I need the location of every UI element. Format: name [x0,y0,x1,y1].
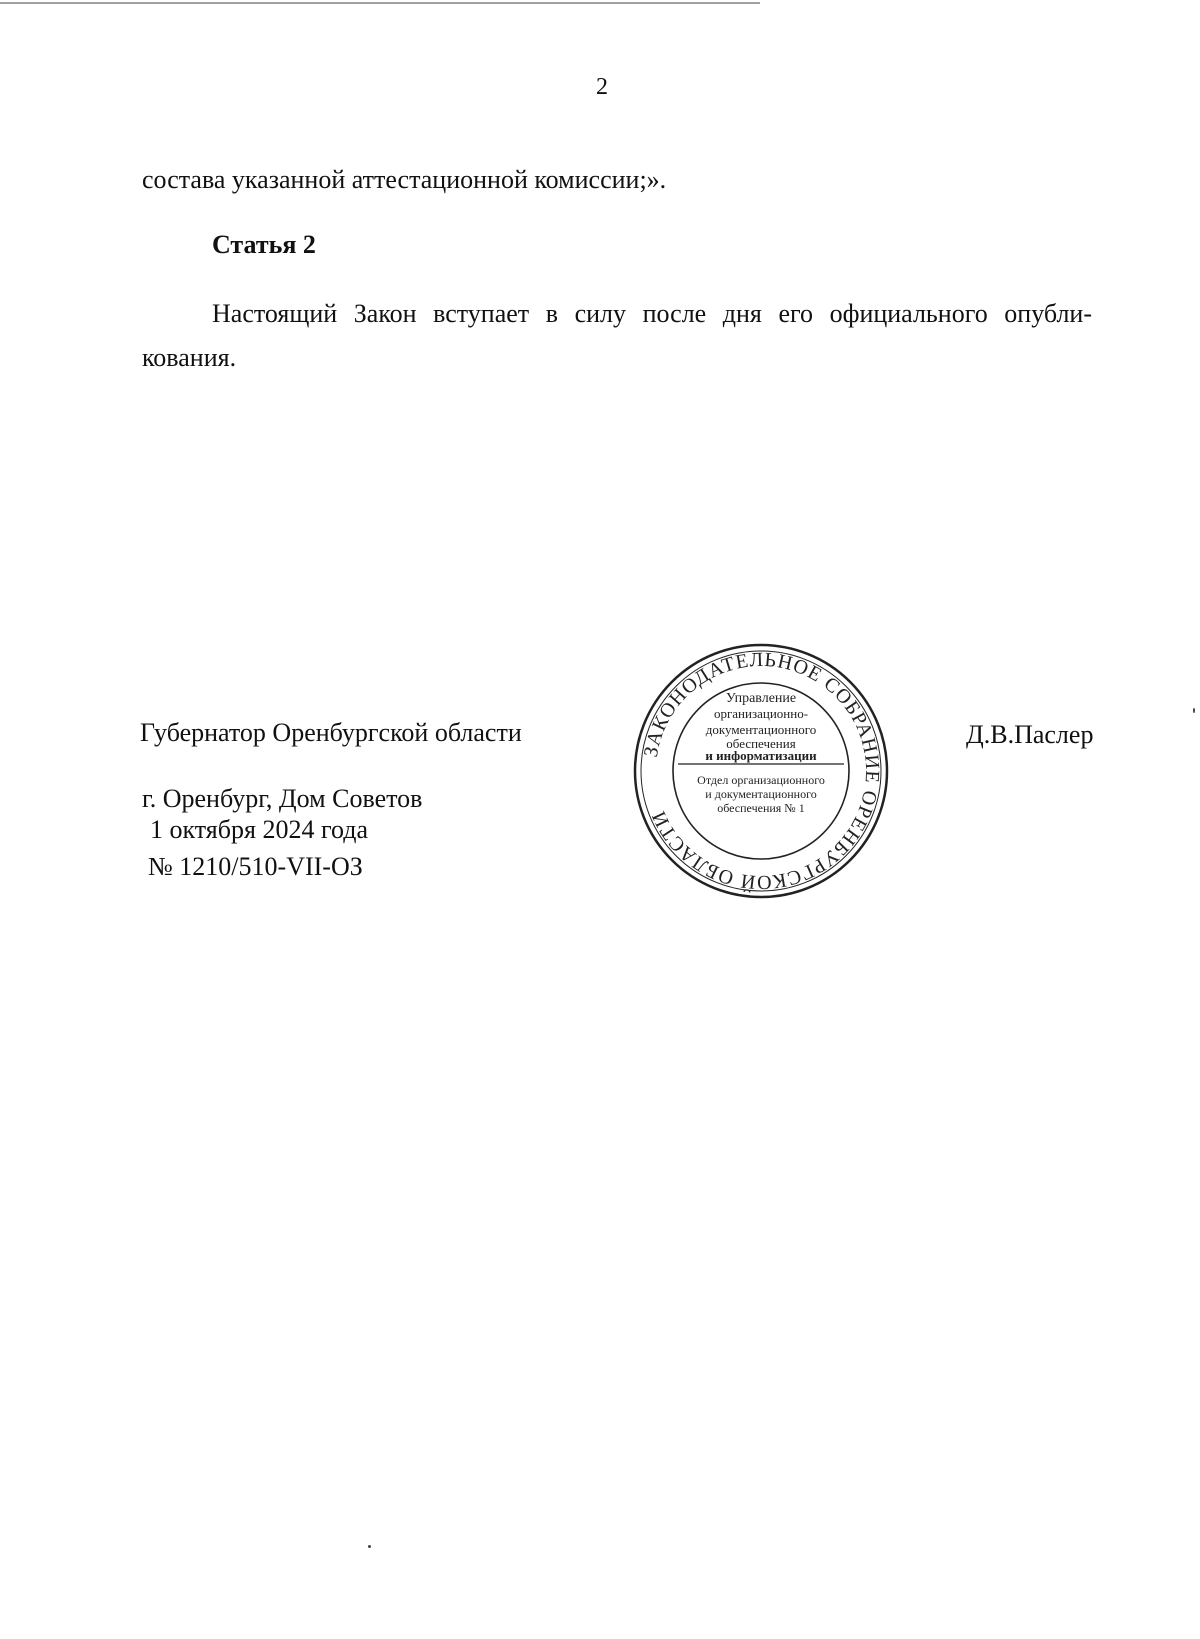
svg-text:обеспечения № 1: обеспечения № 1 [717,801,805,815]
continued-paragraph: состава указанной аттестационной комиссии;». [142,165,667,194]
svg-text:организационно-: организационно- [713,706,809,721]
svg-text:документационного: документационного [705,722,817,737]
article-heading: Статья 2 [212,230,316,259]
svg-text:ЗАКОНОДАТЕЛЬНОЕ СОБРАНИЕ ОРЕНБ: ЗАКОНОДАТЕЛЬНОЕ СОБРАНИЕ ОРЕНБУРГСКОЙ ОБЛАСТИ [639,648,884,894]
scan-speck [368,1545,371,1548]
svg-text:обеспечения: обеспечения [726,736,796,751]
scan-speck [1193,708,1195,713]
svg-text:и информатизации: и информатизации [705,748,817,763]
scan-artifact-line [0,2,760,4]
svg-text:Управление: Управление [725,691,797,706]
signing-date: 1 октября 2024 года [150,815,368,844]
official-seal [630,640,892,902]
governor-name: Д.В.Паслер [966,720,1094,749]
law-number: № 1210/510-VII-ОЗ [148,852,363,881]
seal-stamp-graphic [630,640,892,902]
governor-title: Губернатор Оренбургской области [140,718,522,747]
page-number: 2 [596,74,608,100]
signing-place: г. Оренбург, Дом Советов [142,784,423,813]
article-text: Настоящий Закон вступает в силу после дня его официального опубли-кования. [142,299,1092,372]
svg-text:и документационного: и документационного [705,787,817,801]
svg-text:Отдел организационного: Отдел организационного [697,773,825,787]
